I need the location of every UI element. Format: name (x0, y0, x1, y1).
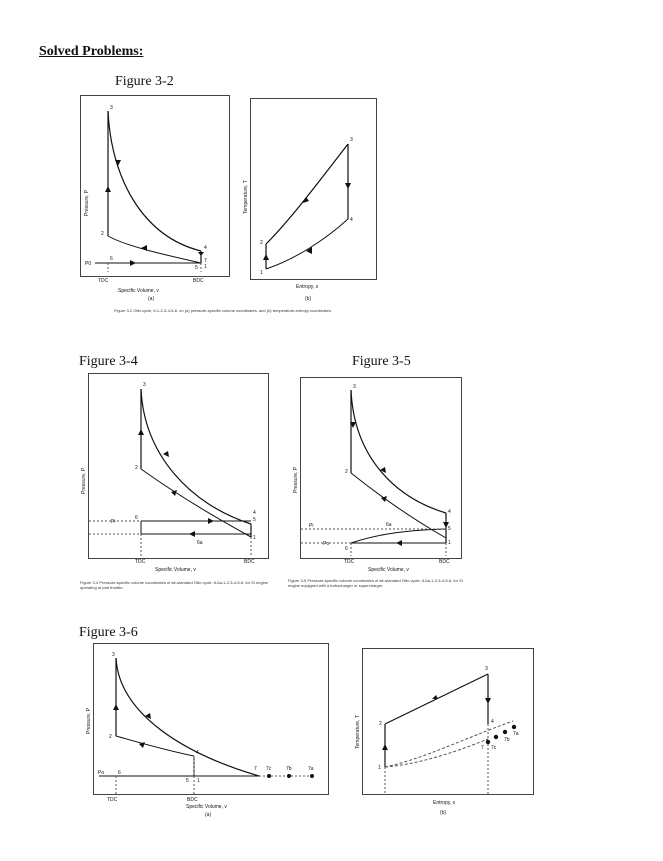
pi-label: Pi (309, 523, 314, 529)
point-label: 4 (448, 509, 451, 515)
constant-pressure-curve (385, 721, 513, 767)
point-label: 7a (308, 766, 314, 772)
point-label: 6 (118, 770, 121, 776)
figure-3-4-pv-panel (81, 373, 269, 559)
point-label: 3 (112, 652, 115, 658)
figure-3-6-title: Figure 3-6 (79, 625, 138, 640)
point-label: 7 (204, 258, 207, 264)
point-label: 2 (260, 240, 263, 246)
p0-label: P0 (85, 261, 92, 267)
point-label: 7 (481, 745, 484, 751)
y-axis-label: Pressure, P (293, 466, 299, 493)
x-axis-label: Specific Volume, v (155, 567, 196, 573)
point-label: 6a (197, 540, 203, 546)
point-label: 1 (378, 765, 381, 771)
figure-3-2-ts-diagram (243, 99, 376, 279)
bdc-label: BDC (187, 797, 198, 803)
arrow-icon (163, 451, 169, 457)
point-label: 5 (448, 526, 451, 532)
po-label: Po (98, 770, 105, 776)
figure-3-2-pv-panel (80, 95, 230, 277)
expansion-curve (116, 658, 259, 776)
state-marker (494, 735, 498, 739)
point-label: 4 (253, 510, 256, 516)
y-axis-label: Temperature, T (243, 180, 249, 214)
figure-caption: Figure 3-2 Otto cycle, 6-1-2-3-4-5-6, on (a) pressure-specific volume coordinates, and (b) temperature-entropy coordinates. (114, 308, 332, 313)
arrow-icon (208, 518, 214, 524)
arrow-icon (113, 704, 119, 710)
point-label: 6a (386, 522, 392, 528)
x-axis-label: Entropy, s (296, 284, 319, 290)
state-marker (503, 730, 507, 734)
heat-rejection-curve (266, 219, 348, 269)
pi-label: Pi (111, 519, 116, 525)
y-axis-label: Temperature, T (355, 715, 361, 749)
state-marker (512, 725, 516, 729)
state-marker (287, 774, 291, 778)
point-label: 2 (379, 721, 382, 727)
arrow-icon (485, 698, 491, 704)
y-axis-label: Pressure, P (86, 707, 92, 734)
figure-3-5-pv-panel (293, 377, 462, 559)
point-label: 5 (253, 517, 256, 523)
point-label: 7b (286, 766, 292, 772)
bdc-label: BDC (439, 559, 450, 565)
x-axis-label: Specific Volume, v (186, 804, 227, 810)
page-heading: Solved Problems: (39, 44, 144, 59)
po-label: Po (323, 541, 330, 547)
state-marker (267, 774, 271, 778)
state-marker (486, 740, 490, 744)
tdc-label: TDC (344, 559, 355, 565)
figure-3-6-pv-diagram (86, 644, 328, 794)
figure-3-6-ts-diagram (355, 649, 533, 794)
point-label: 6 (110, 256, 113, 262)
point-label: 1 (253, 535, 256, 541)
arrow-icon (263, 254, 269, 260)
figure-3-4-title: Figure 3-4 (79, 354, 138, 369)
compression-curve (108, 236, 201, 263)
figure-3-2-ts-panel (243, 98, 377, 280)
tdc-label: TDC (135, 559, 146, 565)
figure-3-2-title: Figure 3-2 (115, 74, 174, 89)
expansion-curve (351, 390, 446, 513)
point-label: 3 (353, 384, 356, 390)
x-axis-label: Specific Volume, v (368, 567, 409, 573)
x-axis-label: Specific Volume, v (118, 288, 159, 294)
compression-curve (141, 469, 251, 537)
point-label: 2 (101, 231, 104, 237)
figure-3-4-pv-diagram (81, 374, 268, 558)
subfigure-label: (b) (440, 810, 447, 816)
point-label: 7c (491, 745, 497, 751)
arrow-icon (198, 252, 204, 256)
intake-curve (351, 529, 446, 543)
expansion-curve (141, 389, 251, 524)
bdc-label: BDC (244, 559, 255, 565)
arrow-icon (141, 245, 147, 251)
point-label: 3 (143, 382, 146, 388)
point-label: 6 (135, 515, 138, 521)
point-label: 1 (197, 778, 200, 784)
arrow-icon (115, 160, 121, 166)
figure-caption: Figure 3-5 Pressure-specific volume coordinates of air-standard Otto cycle, 6-6a-1-2-3-4-5-6, for SI engine equipped with a turbocharger or supercharger. (288, 578, 463, 588)
point-label: 3 (350, 137, 353, 143)
figure-3-6-pv-panel (86, 643, 329, 795)
point-label: 7b (504, 737, 510, 743)
point-label: 7c (266, 766, 272, 772)
tdc-label: TDC (98, 278, 109, 284)
arrow-icon (130, 260, 136, 266)
figure-3-5-title: Figure 3-5 (352, 354, 411, 369)
point-label: 3 (485, 666, 488, 672)
point-label: 4 (350, 217, 353, 223)
point-label: 6 (345, 546, 348, 552)
y-axis-label: Pressure, P (84, 189, 90, 216)
point-label: 4 (204, 245, 207, 251)
point-label: 7 (254, 766, 257, 772)
arrow-icon (396, 540, 402, 546)
compression-curve (351, 473, 446, 538)
point-label: 1 (204, 264, 207, 270)
arrow-icon (189, 531, 195, 537)
tdc-label: TDC (107, 797, 118, 803)
point-label: 2 (109, 734, 112, 740)
point-label: 1 (448, 540, 451, 546)
subfigure-label: (a) (148, 296, 155, 302)
figure-3-2-pv-diagram (81, 96, 229, 276)
subfigure-label: (b) (305, 296, 312, 302)
arrow-icon (345, 183, 351, 189)
expansion-curve (108, 111, 201, 251)
figure-3-6-ts-panel (355, 648, 534, 795)
state-marker (310, 774, 314, 778)
arrow-icon (138, 429, 144, 435)
point-label: 5 (195, 265, 198, 271)
x-axis-label: Entropy, s (433, 800, 456, 806)
point-label: 1 (260, 270, 263, 276)
figure-3-5-pv-diagram (293, 378, 461, 558)
arrow-icon (382, 744, 388, 750)
arrow-icon (432, 695, 438, 699)
subfigure-label: (a) (205, 812, 212, 818)
point-label: 4 (491, 719, 494, 725)
arrow-icon (105, 186, 111, 192)
point-label: 2 (345, 469, 348, 475)
figure-caption: Figure 3-4 Pressure-specific volume coordinates of air-standard Otto cycle, 6-6a-1-2-3-4-5-6, for SI engine operating at part throttle. (80, 580, 269, 590)
bdc-label: BDC (193, 278, 204, 284)
point-label: 7a (513, 731, 519, 737)
y-axis-label: Pressure, P (81, 467, 87, 494)
point-label: 4 (196, 750, 199, 756)
compression-curve (116, 736, 194, 756)
point-label: 2 (135, 465, 138, 471)
point-label: 5 (186, 778, 189, 784)
point-label: 3 (110, 105, 113, 111)
